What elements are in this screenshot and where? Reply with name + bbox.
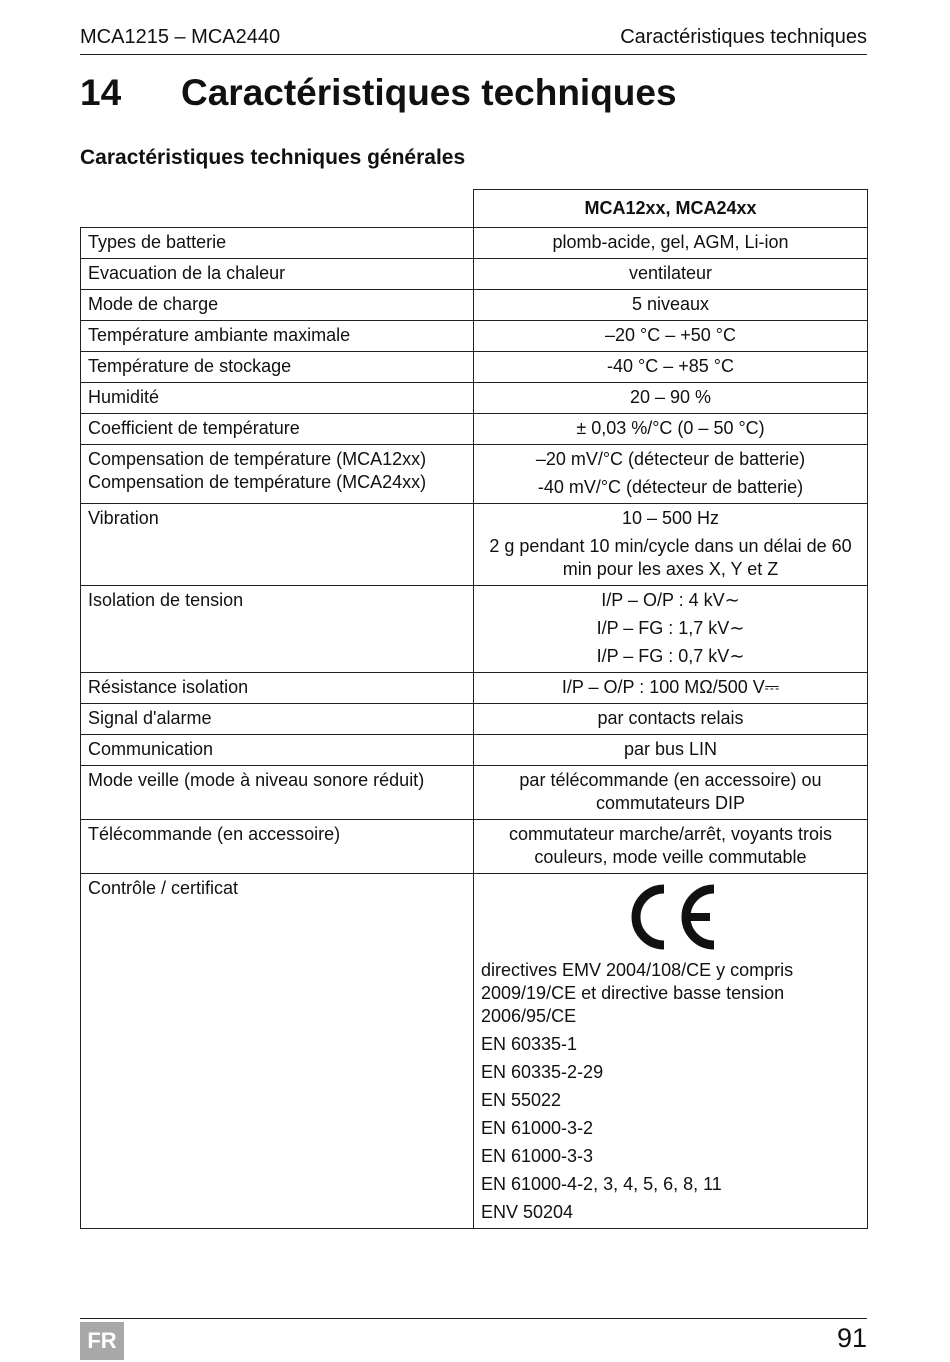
row-label: Humidité (81, 383, 474, 414)
row-label: Température de stockage (81, 352, 474, 383)
chapter-title: Caractéristiques techniques (181, 72, 677, 113)
row-value: par contacts relais (474, 704, 868, 735)
table-row (81, 228, 868, 259)
row-value-line: -40 mV/°C (détecteur de batterie) (537, 477, 804, 497)
row-value (474, 504, 868, 586)
row-value: -40 °C – +85 °C (474, 352, 868, 383)
row-label: Mode de charge (81, 290, 474, 321)
certification-cell (474, 874, 868, 1229)
table-row (81, 504, 868, 586)
table-header-empty (81, 190, 474, 228)
table-row (81, 586, 868, 673)
table-header-row (81, 190, 868, 228)
row-label: Evacuation de la chaleur (81, 259, 474, 290)
row-label: Coefficient de température (81, 414, 474, 445)
row-label (81, 445, 474, 504)
standard-item: EN 55022 (481, 1090, 562, 1110)
row-label-line: Compensation de température (MCA24xx) (88, 472, 427, 492)
row-label: Types de batterie (81, 228, 474, 259)
row-value: par télécommande (en accessoire) ou commutateurs DIP (474, 766, 868, 820)
table-column-header: MCA12xx, MCA24xx (474, 190, 868, 228)
row-value: ± 0,03 %/°C (0 – 50 °C) (474, 414, 868, 445)
row-label-line: Compensation de température (MCA12xx) (88, 449, 427, 469)
table-row (81, 735, 868, 766)
table-row (81, 766, 868, 820)
row-value: commutateur marche/arrêt, voyants trois couleurs, mode veille commutable (474, 820, 868, 874)
standard-item: EN 60335-1 (481, 1034, 578, 1054)
certification-directives: directives EMV 2004/108/CE y compris 2009/19/CE et directive basse tension 2006/95/CE (481, 960, 794, 1026)
row-value: plomb-acide, gel, AGM, Li-ion (474, 228, 868, 259)
row-value-line: I/P – FG : 0,7 kV∼ (596, 646, 745, 666)
row-value-line: I/P – O/P : 4 kV∼ (601, 590, 740, 610)
table-row (81, 445, 868, 504)
row-label: Résistance isolation (81, 673, 474, 704)
row-value: 5 niveaux (474, 290, 868, 321)
table-row (81, 414, 868, 445)
row-value-line: I/P – FG : 1,7 kV∼ (596, 618, 745, 638)
table-row (81, 704, 868, 735)
table-row (81, 290, 868, 321)
row-value-line: 10 – 500 Hz (621, 508, 720, 528)
row-label: Température ambiante maximale (81, 321, 474, 352)
row-label: Vibration (81, 504, 474, 586)
row-value: par bus LIN (474, 735, 868, 766)
table-row (81, 352, 868, 383)
row-label: Télécommande (en accessoire) (81, 820, 474, 874)
row-value: ventilateur (474, 259, 868, 290)
section-subtitle: Caractéristiques techniques générales (80, 146, 466, 169)
row-value: I/P – O/P : 100 MΩ/500 V⎓ (474, 673, 868, 704)
standard-item: EN 61000-3-2 (481, 1118, 594, 1138)
row-value: –20 °C – +50 °C (474, 321, 868, 352)
standard-item: ENV 50204 (481, 1202, 574, 1222)
table-row (81, 321, 868, 352)
page-footer (80, 1318, 867, 1359)
row-label: Communication (81, 735, 474, 766)
row-value (474, 586, 868, 673)
header-product-range: MCA1215 – MCA2440 (80, 26, 281, 48)
row-label: Mode veille (mode à niveau sonore réduit) (81, 766, 474, 820)
row-label: Signal d'alarme (81, 704, 474, 735)
language-badge: FR (80, 1322, 124, 1360)
standard-item: EN 61000-3-3 (481, 1146, 594, 1166)
spec-table (80, 189, 868, 1229)
standard-item: EN 60335-2-29 (481, 1062, 604, 1082)
row-value-line: 2 g pendant 10 min/cycle dans un délai de 60 min pour les axes X, Y et Z (489, 536, 852, 579)
table-row (81, 673, 868, 704)
chapter-number: 14 (80, 72, 122, 113)
header-section-title: Caractéristiques techniques (620, 26, 867, 48)
table-row (81, 820, 868, 874)
row-value: 20 – 90 % (474, 383, 868, 414)
ce-mark-logo (622, 881, 720, 953)
page-header (80, 24, 867, 55)
table-row (81, 259, 868, 290)
table-row (81, 874, 868, 1229)
row-value-line: –20 mV/°C (détecteur de batterie) (535, 449, 806, 469)
row-label: Isolation de tension (81, 586, 474, 673)
row-value (474, 445, 868, 504)
row-label: Contrôle / certificat (81, 874, 474, 1229)
page-number: 91 (836, 1323, 867, 1353)
standard-item: EN 61000-4-2, 3, 4, 5, 6, 8, 11 (481, 1174, 722, 1194)
table-row (81, 383, 868, 414)
